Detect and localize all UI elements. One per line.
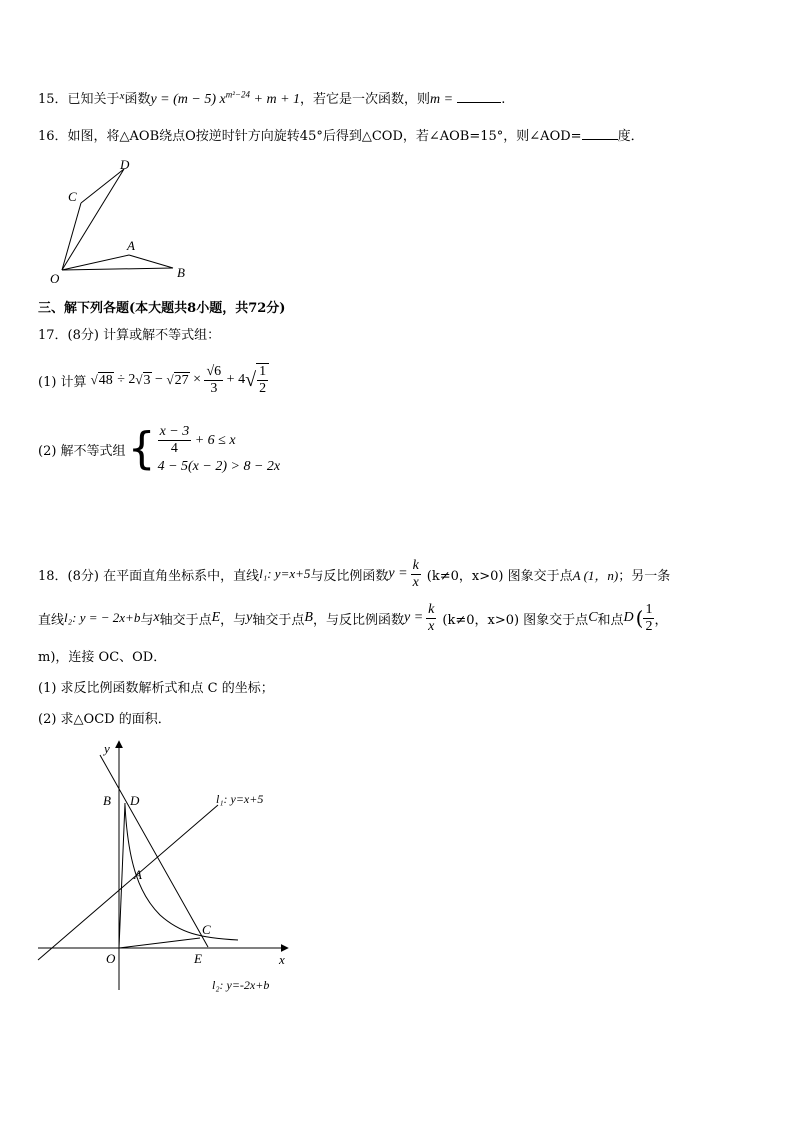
q17-sqrt-half [256, 363, 269, 397]
label-O: O [50, 271, 60, 286]
system-brace: { [127, 423, 156, 474]
q18-line2-a: 直线 [38, 612, 65, 628]
line-l2 [100, 755, 208, 947]
graph-label-O: O [106, 951, 116, 966]
label-C: C [68, 189, 77, 204]
segment-OB [62, 268, 173, 270]
ineq1-den: 4 [170, 440, 178, 456]
q18-part2: (2) 求△OCD 的面积． [38, 712, 171, 727]
segment-OC [62, 203, 81, 270]
label-B: B [177, 265, 185, 280]
inequality-1 [158, 424, 281, 457]
ineq1-frac [158, 424, 192, 457]
q17-frac-sqrt6-3 [204, 364, 223, 397]
q18-graph [30, 735, 300, 1000]
q18-paren-open: ( [635, 606, 644, 630]
q17-sqrt48: 48 [98, 372, 113, 388]
q17-frac-num: √6 [206, 363, 222, 379]
label-D: D [120, 157, 130, 172]
q17-part1-label: (1) 计算 [38, 374, 87, 390]
q18-y: y [246, 610, 253, 625]
q17-part1: (1) 计算 √ 48 ÷ 2 √ 3 − √ 27 × $\frac{√6}{3}$ + 4 √ $\frac{1}{2}$ [38, 362, 269, 398]
q17-div2: ÷ 2 [113, 372, 136, 387]
q18-l2: l₂: y = − 2x+b [64, 610, 141, 625]
q17-half-den: 2 [259, 381, 267, 396]
q15-number: 15． [38, 92, 68, 107]
q18-line2-j: ，与反比例函数 [312, 612, 404, 628]
q15-text-a: 已知关于 [67, 92, 120, 107]
q18-line2 [38, 598, 668, 638]
q18-line1-y: y = [388, 566, 408, 581]
graph-label-D: D [130, 793, 140, 808]
q15-end: . [501, 92, 506, 107]
q18-D: D [623, 610, 634, 625]
q15-var-x: x [119, 90, 125, 102]
q16-line [38, 125, 644, 144]
q15-formula-tail: + m + 1 [250, 92, 301, 107]
q15-text-b: 函数 [124, 92, 151, 107]
segment-OC [119, 938, 200, 948]
q18-part1: (1) 求反比例函数解析式和点 C 的坐标； [38, 681, 274, 696]
graph-label-C: C [202, 922, 211, 937]
q18-line1-a: 18．(8分) 在平面直角坐标系中，直线 [38, 568, 260, 584]
q18-line2-f: ，与 [220, 612, 247, 628]
q18-half-den: 2 [645, 618, 653, 634]
graph-label-l1: l₁: y=x+5 [216, 792, 264, 806]
q15-text-c: ，若它是一次函数，则 [300, 92, 431, 107]
q18-x: x [153, 610, 160, 625]
q18-frac2-den: x [428, 618, 435, 634]
graph-label-A: A [134, 867, 142, 882]
q18-line2-k: (k≠0，x>0) 图象交于点 [442, 612, 589, 628]
q15-answer-var: m = [430, 92, 454, 107]
inequality-2: 4 − 5(x − 2) > 8 − 2x [157, 458, 281, 474]
q18-line1-c: (k≠0，x>0) 图象交于点 [426, 568, 573, 584]
q16-end: 度． [617, 129, 644, 144]
graph-label-y: y [104, 741, 110, 756]
q18-line2-b: 与 [140, 612, 154, 628]
graph-label-x: x [279, 952, 285, 967]
q18-B: B [304, 610, 313, 625]
q18-frac-half [643, 602, 654, 635]
segment-CD [81, 169, 124, 203]
graph-label-l2: l₂: y=-2x+b [212, 978, 270, 992]
q15-answer-blank[interactable] [457, 102, 501, 103]
q18-line1 [38, 556, 670, 592]
q18-line2-d: 轴交于点 [159, 612, 212, 628]
q18-line2-y: y = [403, 610, 424, 625]
q18-line1-b: 与反比例函数 [310, 568, 389, 584]
q18-E: E [211, 610, 221, 625]
q17-minus: − [151, 372, 167, 387]
q16-answer-blank[interactable] [582, 139, 618, 140]
q18-C: C [588, 610, 598, 625]
q17-plus4: + 4 [223, 372, 246, 387]
q18-frac1 [411, 558, 421, 591]
q18-frac2-num: k [428, 601, 435, 617]
q18-half-num: 1 [645, 601, 653, 617]
q18-line2-h: 轴交于点 [252, 612, 305, 628]
inequality-system [158, 424, 281, 475]
q15-exponent: m²−24 [225, 89, 251, 100]
q17-sqrt27: 27 [174, 372, 189, 388]
q16-text: 如图，将△AOB绕点O按逆时针方向旋转45°后得到△COD，若∠AOB=15°，则∠AOD= [67, 129, 582, 144]
ineq1-num: x − 3 [159, 423, 190, 439]
graph-label-E: E [194, 951, 202, 966]
ineq1-tail: + 6 ≤ x [191, 432, 236, 448]
q15-formula: y = (m − 5) x [150, 92, 226, 107]
q18-frac1-den: x [412, 574, 419, 590]
q17-part2 [38, 418, 280, 480]
line-l1 [38, 805, 218, 960]
q18-frac1-num: k [412, 557, 419, 573]
q18-point-A: A (1，n) [572, 567, 619, 583]
graph-label-B: B [103, 793, 111, 808]
q18-line2-m: 和点 [597, 612, 624, 628]
segment-OA [62, 255, 129, 270]
q17-sqrt3: 3 [143, 372, 151, 388]
segment-OD [62, 169, 124, 270]
q18-line3: m)，连接 OC、OD． [38, 650, 167, 665]
q17-times: × [189, 372, 205, 387]
q16-number: 16． [38, 129, 68, 144]
q15-line [38, 88, 505, 108]
segment-AB [129, 255, 173, 268]
q17-part2-label: (2) 解不等式组 [38, 443, 126, 459]
q18-line1-d: ；另一条 [618, 568, 671, 584]
q18-l1: l₁: y=x+5 [259, 566, 311, 581]
q18-frac2 [426, 602, 436, 635]
q18-comma: ， [654, 612, 668, 628]
section3-title: 三、解下列各题(本大题共8小题，共72分) [38, 301, 286, 316]
q16-figure [40, 155, 200, 290]
q17-frac-den: 3 [210, 380, 218, 396]
q17-half-num: 1 [259, 364, 267, 379]
q17-header: 17．(8分) 计算或解不等式组： [38, 328, 221, 343]
segment-OD [119, 803, 125, 948]
label-A: A [127, 238, 135, 253]
